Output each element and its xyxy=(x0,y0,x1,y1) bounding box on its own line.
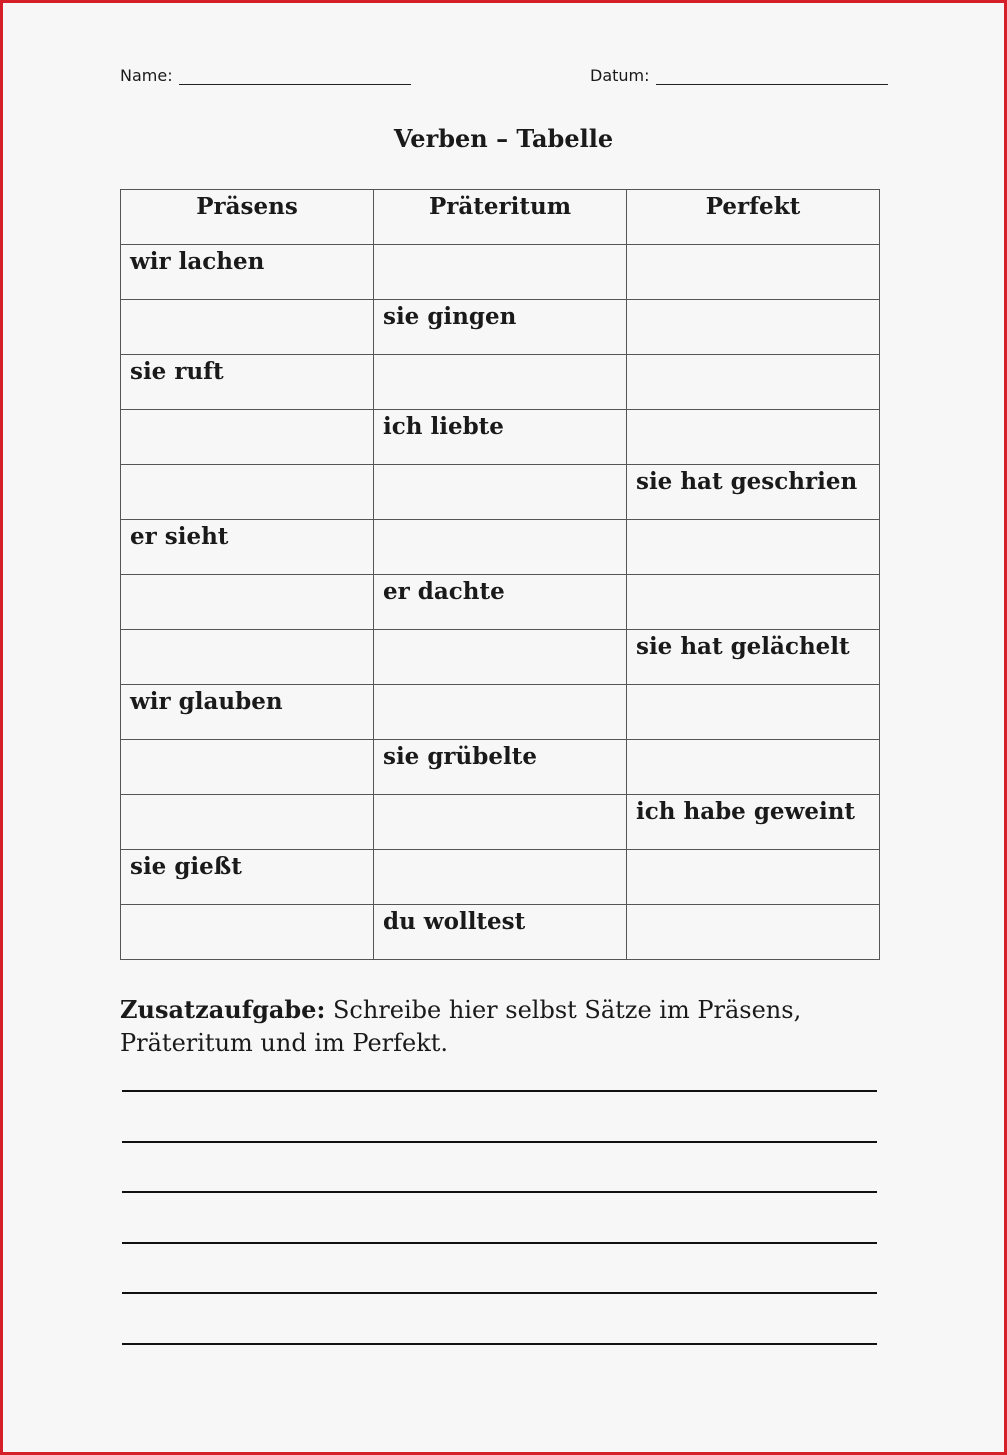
header-perfekt: Perfekt xyxy=(627,190,880,245)
cell-praesens: sie gießt xyxy=(121,850,374,905)
cell-praesens[interactable] xyxy=(121,795,374,850)
cell-praesens[interactable] xyxy=(121,740,374,795)
cell-perfekt[interactable] xyxy=(627,575,880,630)
writing-line[interactable] xyxy=(122,1090,877,1092)
table-header-row xyxy=(121,190,880,245)
cell-perfekt[interactable] xyxy=(627,300,880,355)
cell-perfekt[interactable] xyxy=(627,355,880,410)
page-title: Verben – Tabelle xyxy=(393,124,614,153)
date-label: Datum: xyxy=(590,66,650,85)
name-field xyxy=(120,66,411,85)
date-input-line[interactable] xyxy=(656,66,888,85)
table-row xyxy=(121,850,880,905)
cell-praesens[interactable] xyxy=(121,905,374,960)
cell-praesens[interactable] xyxy=(121,630,374,685)
cell-perfekt: ich habe geweint xyxy=(627,795,880,850)
writing-line[interactable] xyxy=(122,1292,877,1294)
cell-praesens[interactable] xyxy=(121,465,374,520)
cell-praeteritum[interactable] xyxy=(374,465,627,520)
cell-perfekt[interactable] xyxy=(627,905,880,960)
table-row xyxy=(121,630,880,685)
cell-praesens: wir lachen xyxy=(121,245,374,300)
cell-praesens: wir glauben xyxy=(121,685,374,740)
cell-perfekt: sie hat gelächelt xyxy=(627,630,880,685)
cell-praeteritum: du wolltest xyxy=(374,905,627,960)
table-row xyxy=(121,245,880,300)
cell-perfekt[interactable] xyxy=(627,245,880,300)
cell-perfekt[interactable] xyxy=(627,410,880,465)
writing-line[interactable] xyxy=(122,1141,877,1143)
cell-praesens: sie ruft xyxy=(121,355,374,410)
table-row xyxy=(121,410,880,465)
cell-praeteritum[interactable] xyxy=(374,795,627,850)
cell-perfekt[interactable] xyxy=(627,685,880,740)
cell-praeteritum: er dachte xyxy=(374,575,627,630)
writing-line[interactable] xyxy=(122,1242,877,1244)
cell-praeteritum[interactable] xyxy=(374,630,627,685)
header-praesens: Präsens xyxy=(121,190,374,245)
cell-perfekt: sie hat geschrien xyxy=(627,465,880,520)
cell-praeteritum[interactable] xyxy=(374,685,627,740)
cell-praeteritum: sie grübelte xyxy=(374,740,627,795)
name-label: Name: xyxy=(120,66,173,85)
cell-perfekt[interactable] xyxy=(627,850,880,905)
cell-praeteritum[interactable] xyxy=(374,355,627,410)
header-praeteritum: Präteritum xyxy=(374,190,627,245)
date-field xyxy=(590,66,888,85)
cell-praeteritum[interactable] xyxy=(374,245,627,300)
table-row xyxy=(121,520,880,575)
cell-praeteritum: sie gingen xyxy=(374,300,627,355)
cell-praeteritum: ich liebte xyxy=(374,410,627,465)
table-row xyxy=(121,905,880,960)
writing-line[interactable] xyxy=(122,1191,877,1193)
table-row xyxy=(121,685,880,740)
cell-praeteritum[interactable] xyxy=(374,520,627,575)
name-input-line[interactable] xyxy=(179,66,411,85)
table-row xyxy=(121,465,880,520)
extra-task-text: Schreibe hier selbst Sätze im Präsens, Präteritum und im Perfekt. xyxy=(120,996,802,1057)
table-row xyxy=(121,355,880,410)
cell-praesens: er sieht xyxy=(121,520,374,575)
verb-table xyxy=(120,189,880,960)
cell-praeteritum[interactable] xyxy=(374,850,627,905)
table-row xyxy=(121,300,880,355)
cell-praesens[interactable] xyxy=(121,410,374,465)
extra-task-label: Zusatzaufgabe: xyxy=(120,995,326,1024)
extra-task xyxy=(120,993,900,1060)
cell-perfekt[interactable] xyxy=(627,740,880,795)
writing-line[interactable] xyxy=(122,1343,877,1345)
table-row xyxy=(121,795,880,850)
table-row xyxy=(121,575,880,630)
cell-praesens[interactable] xyxy=(121,300,374,355)
cell-perfekt[interactable] xyxy=(627,520,880,575)
cell-praesens[interactable] xyxy=(121,575,374,630)
table-row xyxy=(121,740,880,795)
